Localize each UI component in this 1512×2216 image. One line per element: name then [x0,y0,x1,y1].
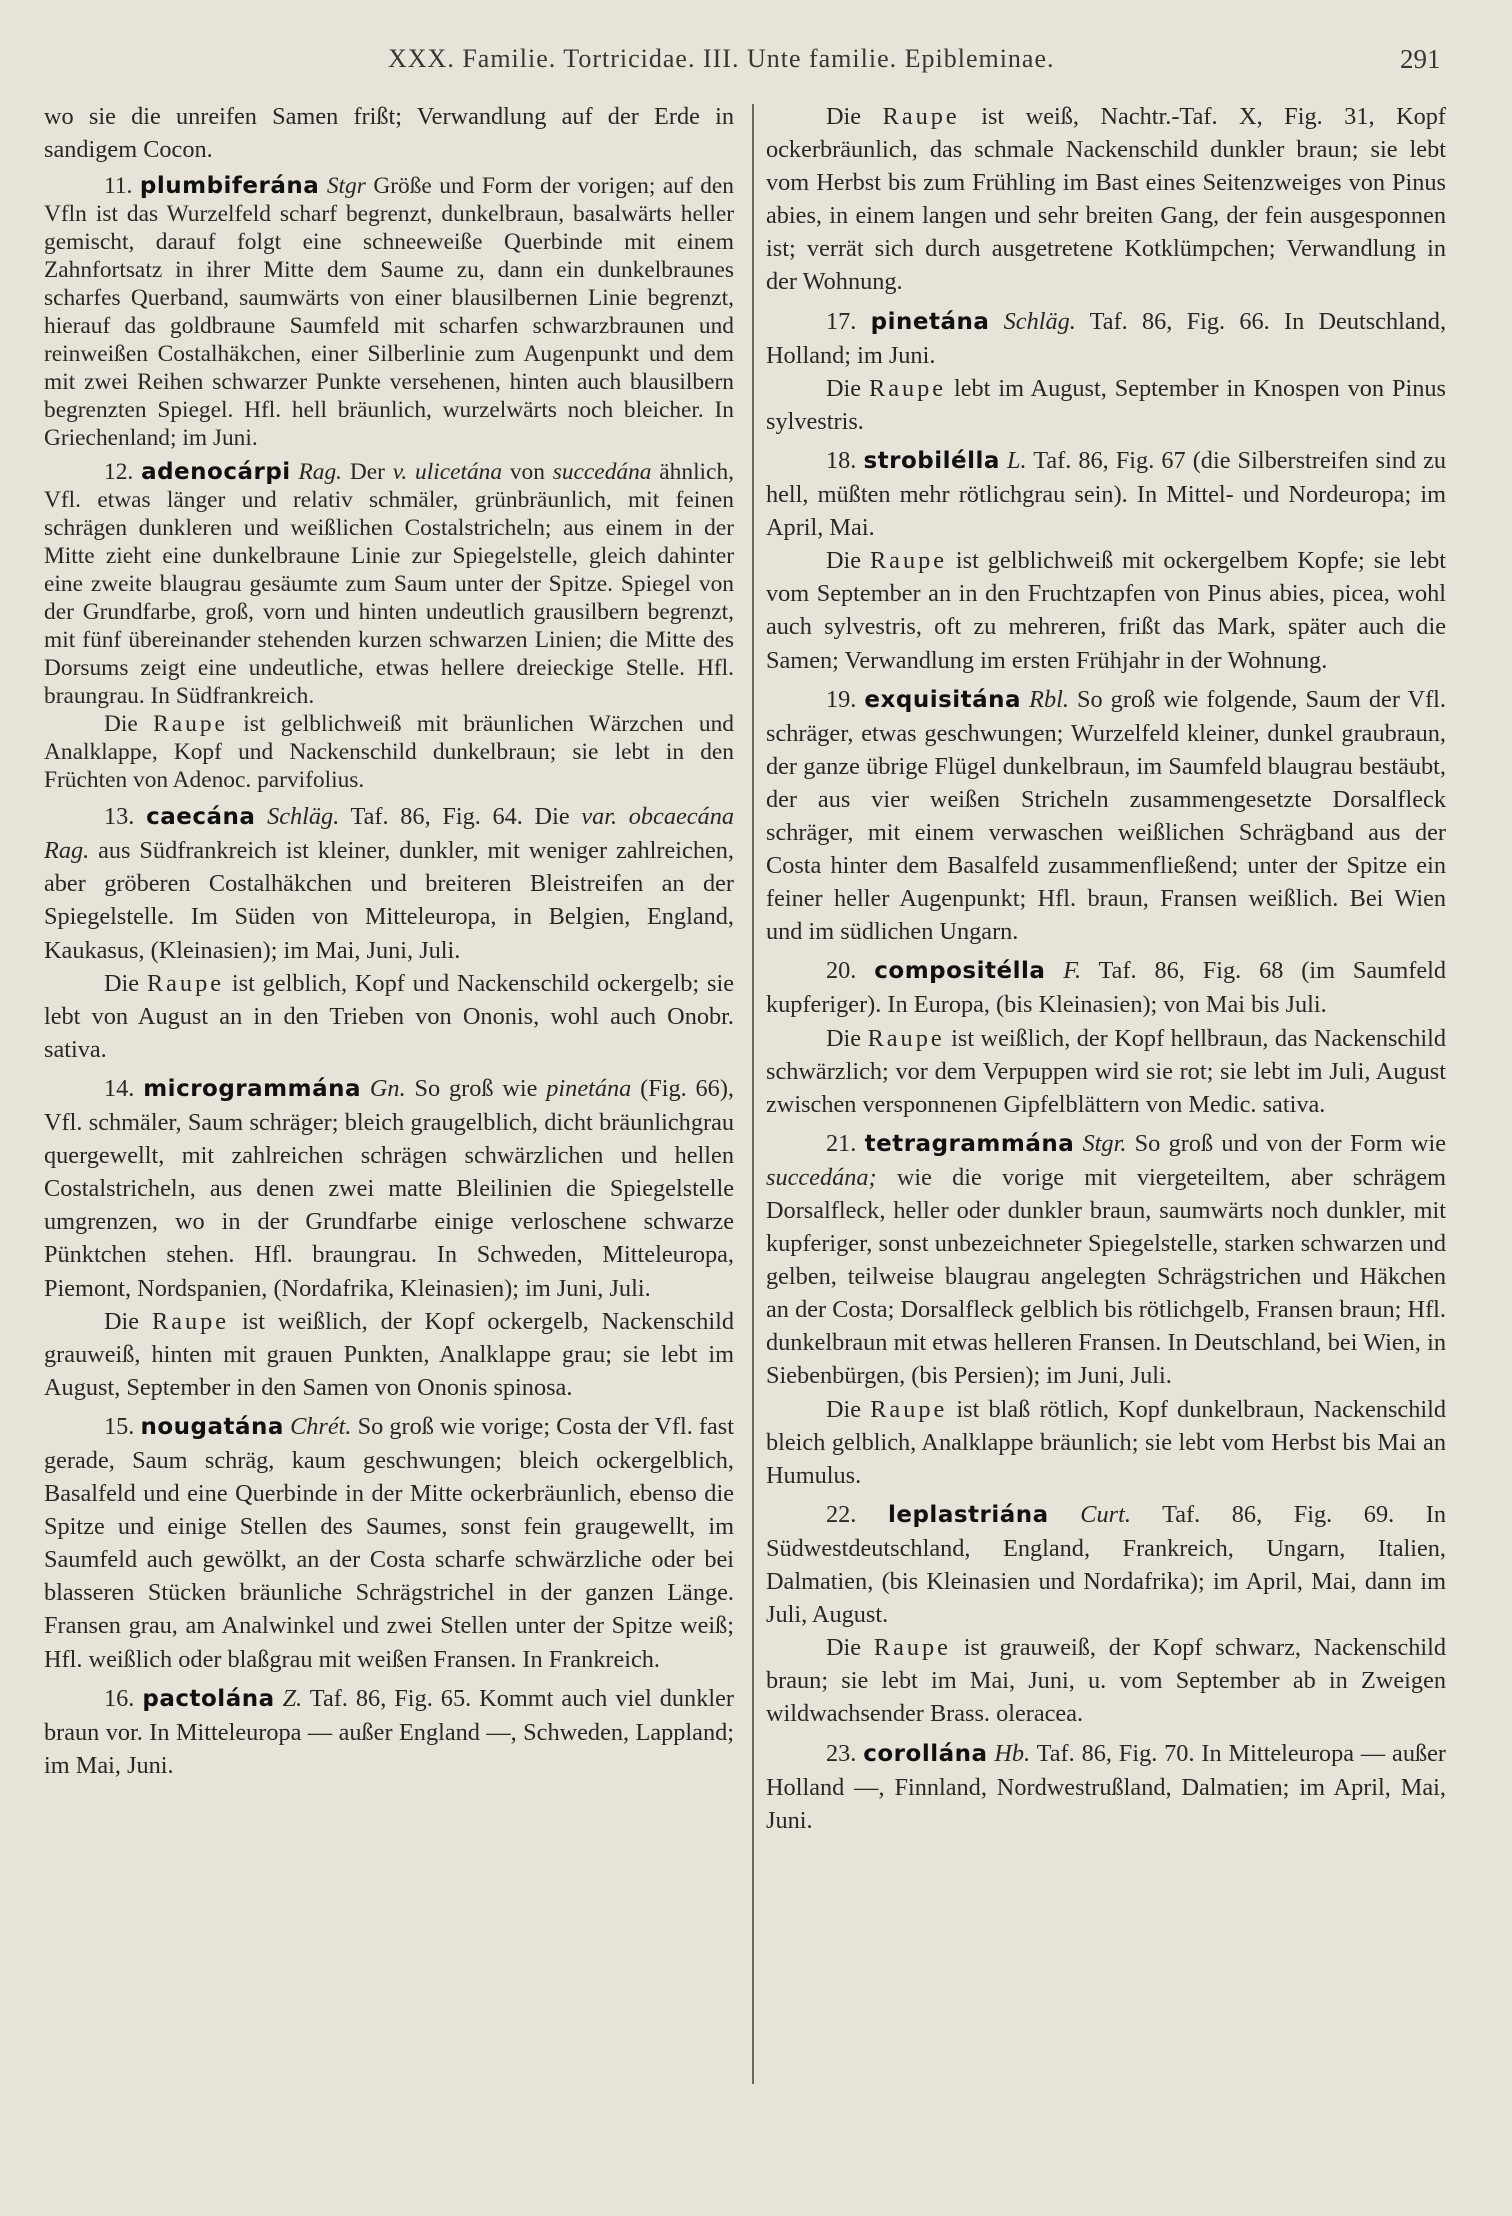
species-description: So groß wie folgende, Saum der Vfl. schräger, etwas geschwungen; Wurzelfeld kleiner, dunkel graubraun, der ganze übrige Flügel dunkelbraun, im Saumfeld blaugrau bestäubt, der aus vier weißen Stricheln zusammengesetzte Dorsalfleck schräger, mit einem verwaschen weißlichen Schrägband aus der Costa hinter dem Basalfeld zusammenfließend; unter der Spitze ein feiner heller Augenpunkt; Hfl. braun, Fransen weißlich. Bei Wien und im südlichen Ungarn. [766,685,1446,946]
larva-intro: Die [104,711,154,738]
variety-name: v. ulicetána [392,459,503,486]
entry-number: 15. [104,1412,135,1440]
larva-paragraph-18 [766,544,1446,676]
larva-description: ist grauweiß, der Kopf schwarz, Nackenschild braun; sie lebt im Mai, Juni, u. vom September ab in Zweigen wildwachsender Brass. oleracea. [766,1634,1446,1728]
species-author: F. [1063,957,1082,985]
column-divider [752,104,754,2084]
species-author: Schläg. [267,803,340,831]
species-entry-19 [766,683,1446,949]
species-description: ähnlich, Vfl. etwas länger und relativ schmäler, grünbräunlich, mit feinen schrägen dunkleren und weißlichen Costalstricheln; aus einem in der Mitte zieht eine dunkelbraune Linie zur Spiegelstelle, gleich dahinter eine zweite blaugrau gesäumte zum Saum unter der Spitze. Spiegel von der Grundfarbe, groß, vorn und hinten undeutlich grausilbern begrenzt, mit fünf übereinander stehenden kurzen schwarzen Linien; die Mitte des Dorsums zeigt eine undeutliche, etwas hellere dreieckige Stelle. Hfl. braungrau. In Südfrankreich. [44,459,734,710]
larva-intro: Die [826,547,870,575]
larva-paragraph-20 [766,1022,1446,1121]
right-column [766,100,1446,2100]
variety-name: var. obcaecána [581,803,735,831]
species-name: exquisitána [864,686,1022,713]
species-description: So groß wie vorige; Costa der Vfl. fast gerade, Saum schräg, kaum geschwungen; bleich ockergelblich, Basalfeld und eine Querbinde in der Mitte ockerbräunlich, ebenso die Spitze und einige Stellen des Saumes, sonst fein graugewellt, im Saumfeld auch gewölkt, an der Costa scharfe schwärzliche oder bei blasseren Stücken bräunliche Schrägstrichel in der ganzen Länge. Fransen grau, am Analwinkel und zwei Stellen unter der Spitze weiß; Hfl. weißlich oder blaßgrau mit weißen Fransen. In Frankreich. [44,1412,735,1673]
entry-number: 16. [104,1684,135,1712]
larva-description: ist gelblich, Kopf und Nackenschild ockergelb; sie lebt von August an in den Trieben von Ononis, wohl auch Onobr. sativa. [44,969,734,1063]
entry-number: 23. [826,1739,857,1767]
species-author: L. [1006,446,1027,474]
species-name: pactolána [142,1685,275,1712]
species-author: Gn. [369,1074,406,1102]
species-name: adenocárpi [141,459,291,486]
larva-intro: Die [826,374,869,402]
species-entry-22 [766,1498,1446,1631]
species-entry-11 [44,172,734,452]
larva-description: ist gelblichweiß mit ockergelbem Kopfe; sie lebt vom September an in den Fruchtzapfen von Pinus abies, picea, wohl auch sylvestris, oft zu mehreren, frißt das Mark, später auch die Samen; Verwandlung im ersten Frühjahr in der Wohnung. [766,547,1447,674]
species-entry-15 [44,1410,734,1676]
species-description: Taf. 86, Fig. 66. In Deutschland, Holland; im Juni. [766,307,1447,369]
species-author: Curt. [1080,1500,1131,1528]
species-name: corollána [863,1740,988,1767]
species-name: plumbiferána [139,173,320,200]
larva-intro: Die [104,969,147,997]
larva-keyword: Raupe [153,711,228,738]
species-description: Taf. 86, Fig. 68 (im Saumfeld kupferiger). In Europa, (bis Kleinasien); von Mai bis Juli. [766,957,1447,1019]
species-entry-21 [766,1127,1446,1393]
species-description: (Fig. 66), Vfl. schmäler, Saum schräger; bleich graugelblich, dicht bräunlichgrau quergewellt, mit zahlreichen schrägen schwärzlichen und hellen Costalstricheln, aus denen zwei matte Bleilinien die Spiegelstelle umgrenzen, wo in der Grundfarbe einige verloschene schwarze Pünktchen stehen. Hfl. braungrau. In Schweden, Mitteleuropa, Piemont, Nordspanien, (Nordafrika, Kleinasien); im Juni, Juli. [44,1074,735,1302]
larva-keyword: Raupe [882,103,960,130]
species-name: strobilélla [863,447,1000,474]
species-description: wie die vorige mit viergeteiltem, aber schrägem Dorsalfleck, heller oder dunkler braun, saumwärts noch dunkler, mit kupferiger, sonst unbezeichneter Spiegelstelle, starken schwarzen und gelben, teilweise blaugrau angelegten Schrägstrichen und Häkchen an der Costa; Dorsalfleck gelblich bis rötlichgelb, Fransen braun; Hfl. dunkelbraun mit etwas helleren Fransen. In Deutschland, bei Wien, in Siebenbürgen, (bis Persien); im Juni, Juli. [766,1163,1446,1390]
entry-number: 13. [104,803,135,831]
species-entry-12 [44,458,734,710]
entry-number: 22. [826,1500,857,1528]
description-part: Der [342,459,393,486]
larva-intro: Die [826,103,883,130]
species-author: Z. [282,1684,303,1712]
larva-paragraph-12 [44,710,734,794]
species-author: Schläg. [1003,307,1076,335]
species-author: Rbl. [1029,685,1069,713]
species-entry-14 [44,1072,734,1305]
entry-number: 17. [826,307,857,335]
running-head: XXX. Familie. Tortricidae. III. Unte familie. Epibleminae. [388,44,1055,73]
entry-number: 14. [104,1074,135,1102]
larva-description: lebt im August, September in Knospen von Pinus sylvestris. [766,374,1447,435]
species-description: Taf. 86, Fig. 70. In Mitteleuropa — außer Holland —, Finnland, Nordwestrußland, Dalmatien; im April, Mai, Juni. [766,1739,1446,1834]
description-part: Taf. 86, Fig. 64. Die [339,803,582,831]
species-description: aus Südfrankreich ist kleiner, dunkler, mit weniger zahlreichen, aber gröberen Costalhäkchen und breiteren Bleistreifen an der Spiegelstelle. Im Süden von Mitteleuropa, in Belgien, England, Kaukasus, (Kleinasien); im Mai, Juni, Juli. [44,837,734,964]
larva-description: ist weißlich, der Kopf ockergelb, Nackenschild grauweiß, hinten mit grauen Punkten, Analklappe grau; sie lebt im August, September in den Samen von Ononis spinosa. [44,1307,734,1401]
species-author: Chrét. [290,1412,352,1440]
species-name: microgrammána [143,1075,362,1102]
species-entry-18 [766,444,1446,544]
page-number: 291 [1400,44,1441,74]
species-name: nougatána [140,1413,284,1440]
larva-description: ist weiß, Nachtr.-Taf. X, Fig. 31, Kopf ockerbräunlich, das schmale Nackenschild dunkler braun; sie lebt vom Herbst bis zum Frühling im Bast eines Seitenzweiges von Pinus abies, in einem langen und sehr breiten Gang, der fein ausgesponnen ist; verrät sich durch ausgetretene Kotklümpchen; Verwandlung in der Wohnung. [766,103,1447,296]
larva-paragraph-13 [44,967,734,1066]
larva-keyword: Raupe [152,1307,230,1335]
species-entry-17 [766,305,1446,372]
description-part: von [502,459,553,486]
species-author: Stgr. [1082,1129,1127,1157]
continued-paragraph: wo sie die unreifen Samen frißt; Verwandlung auf der Erde in sandigem Cocon. [44,103,734,164]
larva-paragraph-21 [766,1393,1446,1492]
species-entry-13 [44,800,734,966]
larva-intro: Die [104,1307,153,1335]
page-header [0,38,1512,86]
species-author: Stgr [326,173,366,200]
species-description: Taf. 86, Fig. 67 (die Silberstreifen sind zu hell, müßten mehr rötlichgrau sein). In Mittel- und Nordeuropa; im April, Mai. [766,446,1447,542]
species-entry-23 [766,1737,1446,1837]
species-reference: succedána; [766,1163,877,1191]
species-name: pinetána [870,308,990,335]
larva-keyword: Raupe [146,969,225,997]
entry-number: 18. [826,446,857,474]
larva-intro: Die [826,1395,871,1423]
larva-keyword: Raupe [870,1395,948,1423]
species-name: caecána [146,804,256,831]
variety-author: Rag. [44,837,90,865]
larva-keyword: Raupe [869,374,947,402]
description-part: So groß wie [405,1074,547,1102]
entry-number: 12. [104,459,134,486]
larva-keyword: Raupe [873,1634,951,1662]
species-description: Taf. 86, Fig. 65. Kommt auch viel dunkler braun vor. In Mitteleuropa — außer England —, Schweden, Lappland; im Mai, Juni. [44,1684,734,1779]
larva-paragraph-16 [766,100,1446,299]
larva-intro: Die [826,1634,874,1662]
species-entry-20 [766,954,1446,1021]
larva-paragraph-22 [766,1631,1446,1730]
larva-description: ist blaß rötlich, Kopf dunkelbraun, Nackenschild bleich gelblich, Analklappe bräunlich; sie lebt vom Herbst bis Mai an Humulus. [766,1395,1447,1489]
species-description: Größe und Form der vorigen; auf den Vfln ist das Wurzelfeld scharf begrenzt, dunkelbraun, basalwärts heller gemischt, darauf folgt eine schneeweiße Querbinde mit einem Zahnfortsatz in ihrer Mitte dem Saume zu, dann ein dunkelbraunes scharfes Querband, saumwärts von einer blausilbernen Linie begrenzt, hierauf das goldbraune Saumfeld mit scharfen schwarzbraunen und reinweißen Costalhäkchen, einer Silberlinie zum Augenpunkt und dem mit zwei Reihen schwarzer Punkte versehenen, hinten auch blausilbern begrenzten Spiegel. Hfl. hell bräunlich, wurzelwärts noch bleicher. In Griechenland; im Juni. [44,173,734,452]
species-entry-16 [44,1682,734,1782]
species-reference: succedána [552,459,652,486]
larva-description: ist weißlich, der Kopf hellbraun, das Nackenschild schwärzlich; vor dem Verpuppen wird sie rot; sie lebt im Juli, August zwischen versponnenen Gipfelblättern von Medic. sativa. [766,1024,1447,1118]
species-description: Taf. 86, Fig. 69. In Südwestdeutschland, England, Frankreich, Ungarn, Italien, Dalmatien, (bis Kleinasien und Nordafrika); im April, Mai, dann im Juli, August. [766,1500,1447,1629]
entry-number: 19. [826,685,857,713]
species-name: tetragrammána [864,1130,1075,1157]
larva-paragraph-17 [766,372,1446,438]
species-author: Hb. [994,1739,1031,1767]
larva-intro: Die [826,1024,868,1052]
species-name: leplastriána [887,1501,1049,1528]
species-reference: pinetána [546,1074,632,1102]
entry-number: 21. [826,1129,857,1157]
larva-keyword: Raupe [867,1024,945,1052]
larva-keyword: Raupe [869,547,948,575]
species-name: compositélla [874,958,1046,985]
entry-number: 20. [826,957,857,985]
larva-paragraph-14 [44,1305,734,1404]
description-part: So groß und von der Form wie [1126,1129,1446,1157]
left-column [44,100,734,2100]
entry-number: 11. [104,173,133,200]
species-author: Rag. [298,459,343,486]
larva-description: ist gelblichweiß mit bräunlichen Wärzchen und Analklappe, Kopf und Nackenschild dunkelbraun; sie lebt in den Früchten von Adenoc. parvifolius. [44,711,734,794]
